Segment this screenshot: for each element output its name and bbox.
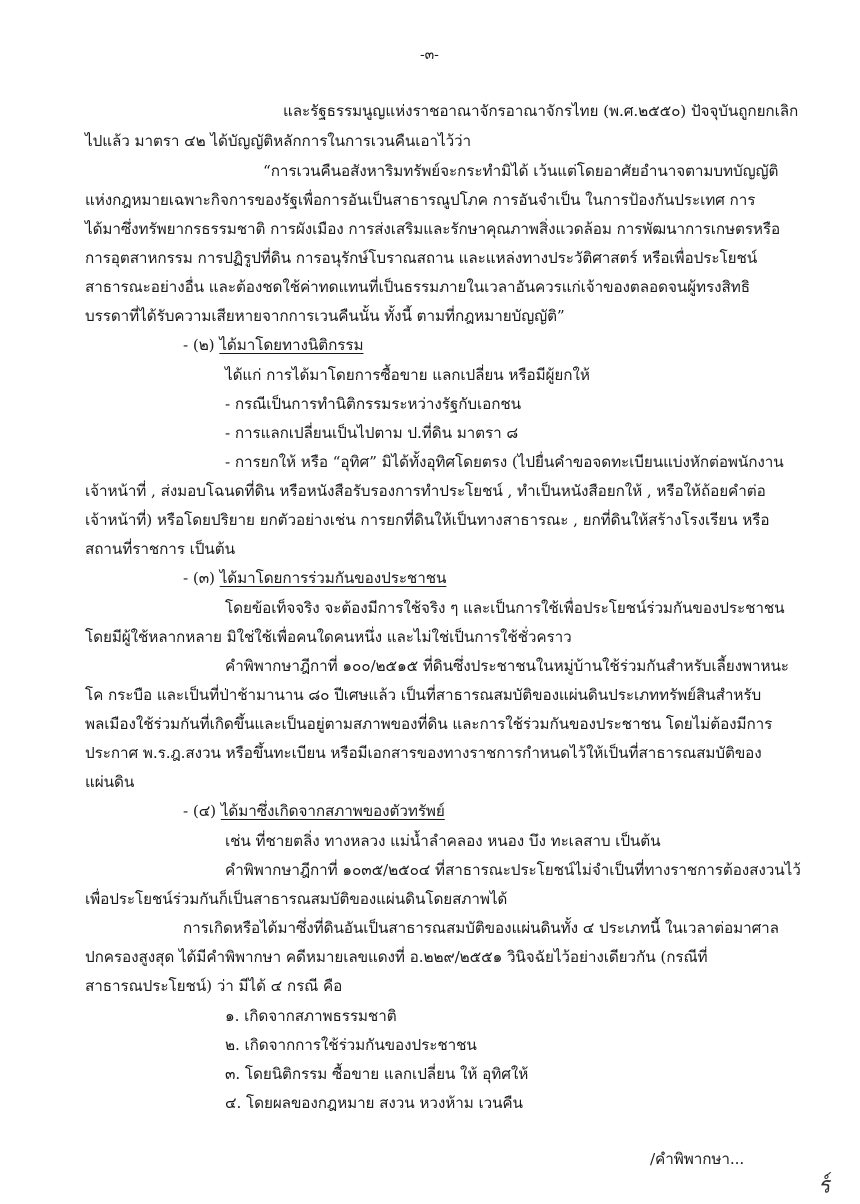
section-heading xyxy=(183,567,446,589)
quote-line: บรรดาที่ได้รับความเสียหายจากการเวนคืนนั้น ทั้งนี้ ตามที่กฎหมายบัญญัติ” xyxy=(85,307,565,325)
quote-line: ได้มาซึ่งทรัพยากรธรรมชาติ การผังเมือง การส่งเสริมและรักษาคุณภาพสิ่งแวดล้อม การพัฒนาการเกษตรหรือ xyxy=(85,220,781,238)
section-heading xyxy=(183,334,363,356)
list-item: - การยกให้ หรือ “อุทิศ” มิได้ทั้งอุทิศโดยตรง (ไปยื่นคำขอจดทะเบียนแบ่งหักต่อพนักงาน xyxy=(225,453,784,471)
paragraph-line: เช่น ที่ชายตลิ่ง ทางหลวง แม่น้ำลำคลอง หนอง บึง ทะเลสาบ เป็นต้น xyxy=(225,832,661,850)
paragraph-line: การเกิดหรือได้มาซึ่งที่ดินอันเป็นสาธารณสมบัติของแผ่นดินทั้ง ๔ ประเภทนี้ ในเวลาต่อมาศาล xyxy=(183,919,779,937)
paragraph-line: พลเมืองใช้ร่วมกันที่เกิดขึ้นและเป็นอยู่ตามสภาพของที่ดิน และการใช้ร่วมกันของประชาชน โดยไม่ต้องมีการ xyxy=(85,715,773,733)
section-title: ได้มาซึ่งเกิดจากสภาพของตัวทรัพย์ xyxy=(220,802,445,820)
paragraph-line: สถานที่ราชการ เป็นต้น xyxy=(85,540,235,558)
paragraph-line: ประกาศ พ.ร.ฎ.สงวน หรือขึ้นทะเบียน หรือมีเอกสารของทางราชการกำหนดไว้ให้เป็นที่สาธารณสมบัติของ xyxy=(85,744,762,762)
quote-line: “การเวนคืนอสังหาริมทรัพย์จะกระทำมิได้ เว้นแต่โดยอาศัยอำนาจตามบทบัญญัติ xyxy=(263,162,779,180)
paragraph-line: โดยข้อเท็จจริง จะต้องมีการใช้จริง ๆ และเป็นการใช้เพื่อประโยชน์ร่วมกันของประชาชน xyxy=(225,599,785,617)
section-marker: - (๔) xyxy=(183,802,221,820)
list-item: ๑. เกิดจากสภาพธรรมชาติ xyxy=(225,1007,397,1025)
paragraph-line: ปกครองสูงสุด ได้มีคำพิพากษา คดีหมายเลขแดงที่ อ.๒๒๙/๒๕๕๑ วินิจฉัยไว้อย่างเดียวกัน (กรณีที่ xyxy=(85,948,708,966)
list-item: ๔. โดยผลของกฎหมาย สงวน หวงห้าม เวนคืน xyxy=(225,1094,523,1112)
paragraph-line: ได้แก่ การได้มาโดยการซื้อขาย แลกเปลี่ยน หรือมีผู้ยกให้ xyxy=(225,366,590,384)
initials-signature: ร์ xyxy=(815,1173,833,1200)
continuation-marker: /คำพิพากษา... xyxy=(650,1150,745,1168)
paragraph-line: สาธารณประโยชน์) ว่า มีได้ ๔ กรณี คือ xyxy=(85,977,343,995)
quote-line: สาธารณะอย่างอื่น และต้องชดใช้ค่าทดแทนที่เป็นธรรมภายในเวลาอันควรแก่เจ้าของตลอดจนผู้ทรงสิทธิ xyxy=(85,278,750,296)
paragraph-line: เจ้าหน้าที่) หรือโดยปริยาย ยกตัวอย่างเช่น การยกที่ดินให้เป็นทางสาธารณะ , ยกที่ดินให้สร้างโรงเรียน หรือ xyxy=(85,511,770,529)
quote-line: แห่งกฎหมายเฉพาะกิจการของรัฐเพื่อการอันเป็นสาธารณูปโภค การอันจำเป็น ในการป้องกันประเทศ การ xyxy=(85,191,756,209)
list-item: ๒. เกิดจากการใช้ร่วมกันของประชาชน xyxy=(225,1036,477,1054)
section-title: ได้มาโดยการร่วมกันของประชาชน xyxy=(219,569,447,587)
paragraph-line: และรัฐธรรมนูญแห่งราชอาณาจักรอาณาจักรไทย (พ.ศ.๒๕๕๐) ปัจจุบันถูกยกเลิก xyxy=(283,102,799,120)
list-item: - การแลกเปลี่ยนเป็นไปตาม ป.ที่ดิน มาตรา ๘ xyxy=(225,424,519,442)
paragraph-line: เจ้าหน้าที่ , ส่งมอบโฉนดที่ดิน หรือหนังสือรับรองการทำประโยชน์ , ทำเป็นหนังสือยกให้ , หรือให้ถ้อยคำต่อ xyxy=(85,482,766,500)
list-item: ๓. โดยนิติกรรม ซื้อขาย แลกเปลี่ยน ให้ อุทิศให้ xyxy=(225,1065,529,1083)
section-heading xyxy=(183,800,445,822)
section-marker: - (๒) xyxy=(183,336,220,354)
paragraph-line: เพื่อประโยชน์ร่วมกันก็เป็นสาธารณสมบัติของแผ่นดินโดยสภาพได้ xyxy=(85,890,508,908)
paragraph-line: โดยมีผู้ใช้หลากหลาย มิใช่ใช้เพื่อคนใดคนหนึ่ง และไม่ใช่เป็นการใช้ชั่วคราว xyxy=(85,628,572,646)
quote-line: การอุตสาหกรรม การปฏิรูปที่ดิน การอนุรักษ์โบราณสถาน และแหล่งทางประวัติศาสตร์ หรือเพื่อประโยชน์ xyxy=(85,249,758,267)
page-number: -๓- xyxy=(420,47,439,63)
paragraph-line: โค กระบือ และเป็นที่ป่าช้ามานาน ๘๐ ปีเศษแล้ว เป็นที่สาธารณสมบัติของแผ่นดินประเภททรัพย์สินสำหรับ xyxy=(85,686,762,704)
paragraph-line: คำพิพากษาฎีกาที่ ๑๐๐/๒๕๑๕ ที่ดินซึ่งประชาชนในหมู่บ้านใช้ร่วมกันสำหรับเลี้ยงพาหนะ xyxy=(225,657,789,675)
paragraph-line: ไปแล้ว มาตรา ๔๒ ได้บัญญัติหลักการในการเวนคืนเอาไว้ว่า xyxy=(85,132,472,150)
paragraph-line: คำพิพากษาฎีกาที่ ๑๐๓๕/๒๕๐๔ ที่สาธารณะประโยชน์ไม่จำเป็นที่ทางราชการต้องสงวนไว้ xyxy=(225,861,801,879)
section-marker: - (๓) xyxy=(183,569,220,587)
paragraph-line: แผ่นดิน xyxy=(85,773,135,791)
section-title: ได้มาโดยทางนิติกรรม xyxy=(219,336,364,354)
list-item: - กรณีเป็นการทำนิติกรรมระหว่างรัฐกับเอกชน xyxy=(225,395,522,413)
